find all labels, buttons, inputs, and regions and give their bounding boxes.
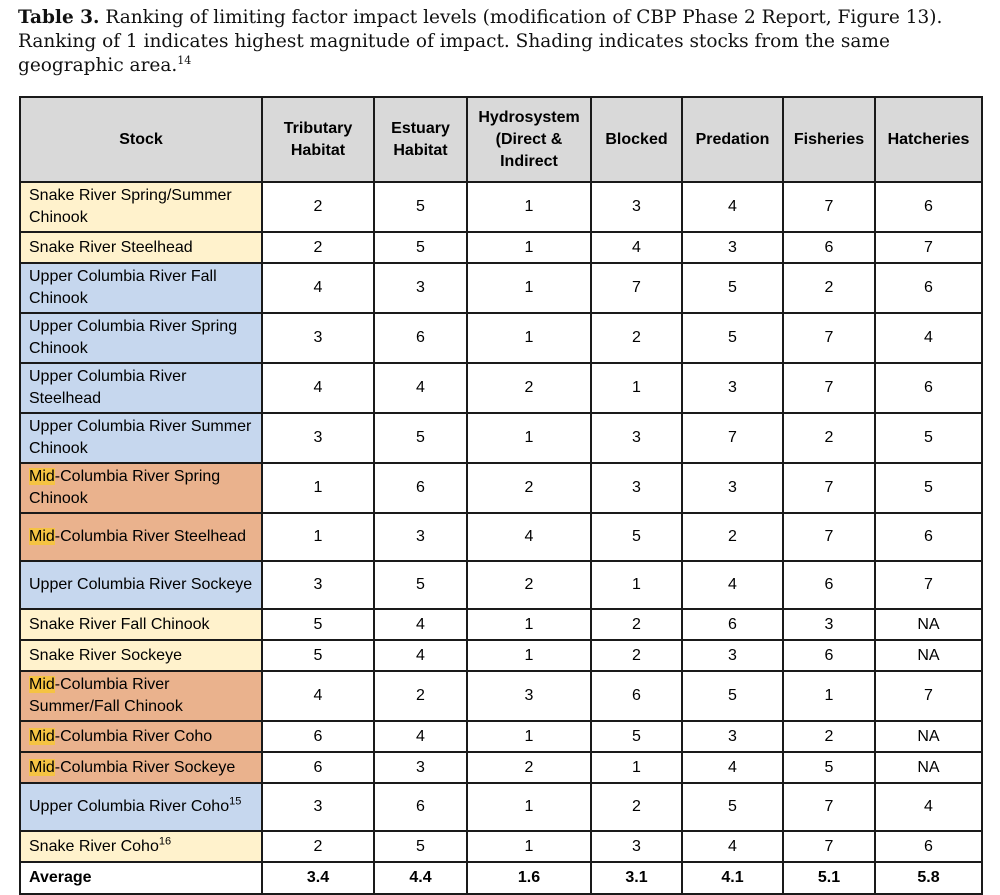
header-blocked: Blocked	[591, 97, 682, 182]
header-hatcheries: Hatcheries	[875, 97, 982, 182]
rank-cell: 3	[682, 463, 783, 513]
rank-cell: 3	[783, 609, 875, 640]
rank-cell: 5	[262, 609, 374, 640]
average-cell: 5.1	[783, 862, 875, 894]
rank-cell: 3	[591, 182, 682, 232]
header-predation: Predation	[682, 97, 783, 182]
rank-cell: 7	[783, 783, 875, 831]
rank-cell: 1	[591, 752, 682, 783]
rank-cell: 5	[374, 413, 467, 463]
stock-name: -Columbia River Spring Chinook	[29, 468, 221, 507]
stock-cell	[20, 671, 262, 721]
rank-cell: 5	[682, 263, 783, 313]
table-row	[20, 363, 982, 413]
rank-cell: 3	[591, 831, 682, 862]
rank-cell: 7	[783, 513, 875, 561]
rank-cell: 4	[262, 363, 374, 413]
table-row	[20, 561, 982, 609]
header-fisheries: Fisheries	[783, 97, 875, 182]
rank-cell: 1	[467, 721, 591, 752]
rank-cell: 6	[783, 640, 875, 671]
rank-cell: 4	[682, 752, 783, 783]
rank-cell: 4	[374, 640, 467, 671]
stock-name: Upper Columbia River Summer Chinook	[29, 418, 252, 457]
rank-cell: 2	[467, 561, 591, 609]
rank-cell: 1	[467, 831, 591, 862]
average-cell: 1.6	[467, 862, 591, 894]
rank-cell: 4	[875, 313, 982, 363]
rank-cell: NA	[875, 721, 982, 752]
rank-cell: 4	[682, 182, 783, 232]
stock-cell	[20, 561, 262, 609]
stock-prefix: Mid	[29, 676, 55, 693]
rank-cell: 3	[467, 671, 591, 721]
average-cell: 4.4	[374, 862, 467, 894]
stock-cell	[20, 831, 262, 862]
stock-cell	[20, 182, 262, 232]
header-row	[20, 97, 982, 182]
table-row	[20, 513, 982, 561]
rank-cell: 5	[682, 671, 783, 721]
table-row	[20, 640, 982, 671]
rank-cell: 1	[467, 232, 591, 263]
stock-cell	[20, 232, 262, 263]
stock-cell	[20, 609, 262, 640]
rank-cell: 6	[875, 263, 982, 313]
rank-cell: 2	[682, 513, 783, 561]
rank-cell: 2	[262, 831, 374, 862]
rank-cell: 1	[467, 182, 591, 232]
stock-prefix: Mid	[29, 758, 55, 776]
table-row	[20, 413, 982, 463]
stock-name: Snake River Spring/Summer Chinook	[29, 187, 232, 226]
rank-cell: 2	[467, 463, 591, 513]
stock-name: Snake River Steelhead	[29, 238, 193, 256]
table-row	[20, 721, 982, 752]
rank-cell: 3	[682, 721, 783, 752]
rank-cell: 7	[783, 831, 875, 862]
rank-cell: 7	[591, 263, 682, 313]
stock-name: -Columbia River Coho	[54, 727, 213, 745]
table-row	[20, 182, 982, 232]
rank-cell: 7	[783, 363, 875, 413]
stock-cell	[20, 263, 262, 313]
rank-cell: 5	[875, 463, 982, 513]
rank-cell: NA	[875, 640, 982, 671]
stock-name: Upper Columbia River Spring Chinook	[29, 318, 238, 357]
ranking-table	[19, 96, 983, 895]
rank-cell: 2	[591, 783, 682, 831]
table-row	[20, 463, 982, 513]
stock-cell	[20, 783, 262, 831]
rank-cell: 7	[875, 561, 982, 609]
average-cell: 5.8	[875, 862, 982, 894]
average-cell: 3.1	[591, 862, 682, 894]
rank-cell: 2	[467, 363, 591, 413]
rank-cell: 3	[591, 413, 682, 463]
average-cell: 3.4	[262, 862, 374, 894]
stock-name: -Columbia River Summer/Fall Chinook	[29, 676, 183, 715]
header-stock: Stock	[20, 97, 262, 182]
stock-footnote: 15	[229, 795, 242, 808]
header-estuary-habitat: Estuary Habitat	[374, 97, 467, 182]
stock-prefix: Mid	[29, 528, 55, 545]
rank-cell: 2	[591, 609, 682, 640]
rank-cell: 1	[467, 783, 591, 831]
rank-cell: 7	[875, 232, 982, 263]
rank-cell: 6	[783, 232, 875, 263]
stock-name: Upper Columbia River Sockeye	[29, 576, 253, 593]
rank-cell: 2	[783, 721, 875, 752]
rank-cell: 1	[467, 640, 591, 671]
rank-cell: 4	[682, 561, 783, 609]
stock-cell	[20, 721, 262, 752]
table-caption	[18, 6, 978, 78]
rank-cell: 1	[467, 413, 591, 463]
stock-name: Snake River Fall Chinook	[29, 615, 210, 633]
rank-cell: 5	[591, 513, 682, 561]
stock-cell	[20, 640, 262, 671]
rank-cell: 2	[591, 313, 682, 363]
rank-cell: 6	[374, 783, 467, 831]
rank-cell: 3	[591, 463, 682, 513]
table-row	[20, 263, 982, 313]
rank-cell: 7	[783, 182, 875, 232]
rank-cell: 3	[262, 783, 374, 831]
table-row	[20, 313, 982, 363]
rank-cell: 6	[374, 463, 467, 513]
rank-cell: 1	[467, 609, 591, 640]
stock-name: Upper Columbia River Coho	[29, 798, 230, 815]
caption-footnote: 14	[177, 53, 192, 67]
rank-cell: 1	[591, 561, 682, 609]
rank-cell: 6	[262, 752, 374, 783]
rank-cell: 6	[875, 182, 982, 232]
rank-cell: 3	[374, 752, 467, 783]
rank-cell: 4	[875, 783, 982, 831]
rank-cell: 2	[262, 232, 374, 263]
rank-cell: 5	[783, 752, 875, 783]
rank-cell: 2	[467, 752, 591, 783]
rank-cell: 2	[783, 413, 875, 463]
stock-cell	[20, 513, 262, 561]
stock-prefix: Mid	[29, 468, 55, 485]
stock-name: -Columbia River Sockeye	[54, 758, 236, 776]
rank-cell: 3	[262, 313, 374, 363]
rank-cell: NA	[875, 609, 982, 640]
rank-cell: 7	[875, 671, 982, 721]
average-row	[20, 862, 982, 894]
rank-cell: 1	[262, 463, 374, 513]
stock-name: -Columbia River Steelhead	[54, 528, 246, 545]
rank-cell: 7	[783, 463, 875, 513]
table-row	[20, 831, 982, 862]
rank-cell: 2	[262, 182, 374, 232]
stock-cell	[20, 752, 262, 783]
stock-footnote: 16	[158, 835, 172, 848]
caption-text: Ranking of limiting factor impact levels (modification of CBP Phase 2 Report, Figure 13). Ranking of 1 indicates highest magnitude of impact. Shading indicates stocks from the same geographic area.	[18, 7, 943, 76]
rank-cell: 4	[682, 831, 783, 862]
rank-cell: 5	[374, 561, 467, 609]
stock-name: Snake River Coho	[29, 837, 159, 855]
stock-name: Upper Columbia River Steelhead	[29, 368, 187, 407]
rank-cell: 6	[262, 721, 374, 752]
stock-cell	[20, 413, 262, 463]
table-row	[20, 609, 982, 640]
rank-cell: 2	[591, 640, 682, 671]
rank-cell: 5	[262, 640, 374, 671]
table-row	[20, 232, 982, 263]
rank-cell: 5	[374, 232, 467, 263]
average-cell: 4.1	[682, 862, 783, 894]
rank-cell: 5	[682, 783, 783, 831]
rank-cell: 1	[262, 513, 374, 561]
average-label: Average	[20, 862, 262, 894]
rank-cell: 5	[374, 831, 467, 862]
rank-cell: 4	[262, 263, 374, 313]
rank-cell: 6	[875, 513, 982, 561]
rank-cell: 5	[374, 182, 467, 232]
rank-cell: 6	[875, 831, 982, 862]
rank-cell: 5	[591, 721, 682, 752]
stock-prefix: Mid	[29, 727, 55, 745]
rank-cell: 1	[783, 671, 875, 721]
rank-cell: 6	[875, 363, 982, 413]
rank-cell: 3	[374, 513, 467, 561]
rank-cell: 3	[682, 640, 783, 671]
rank-cell: NA	[875, 752, 982, 783]
rank-cell: 6	[591, 671, 682, 721]
rank-cell: 4	[262, 671, 374, 721]
rank-cell: 6	[374, 313, 467, 363]
rank-cell: 1	[467, 263, 591, 313]
rank-cell: 5	[682, 313, 783, 363]
rank-cell: 7	[682, 413, 783, 463]
rank-cell: 4	[467, 513, 591, 561]
caption-label: Table 3.	[18, 7, 100, 28]
header-tributary-habitat: Tributary Habitat	[262, 97, 374, 182]
table-row	[20, 783, 982, 831]
rank-cell: 2	[783, 263, 875, 313]
header-hydrosystem: Hydrosystem (Direct & Indirect	[467, 97, 591, 182]
rank-cell: 3	[682, 363, 783, 413]
rank-cell: 6	[682, 609, 783, 640]
stock-cell	[20, 463, 262, 513]
rank-cell: 1	[591, 363, 682, 413]
rank-cell: 6	[783, 561, 875, 609]
stock-cell	[20, 363, 262, 413]
rank-cell: 4	[374, 609, 467, 640]
stock-name: Upper Columbia River Fall Chinook	[29, 268, 217, 307]
rank-cell: 3	[262, 413, 374, 463]
stock-name: Snake River Sockeye	[29, 646, 182, 664]
rank-cell: 3	[374, 263, 467, 313]
rank-cell: 4	[374, 363, 467, 413]
rank-cell: 2	[374, 671, 467, 721]
rank-cell: 3	[682, 232, 783, 263]
rank-cell: 4	[591, 232, 682, 263]
stock-cell	[20, 313, 262, 363]
rank-cell: 1	[467, 313, 591, 363]
rank-cell: 7	[783, 313, 875, 363]
rank-cell: 3	[262, 561, 374, 609]
table-row	[20, 752, 982, 783]
rank-cell: 4	[374, 721, 467, 752]
table-row	[20, 671, 982, 721]
rank-cell: 5	[875, 413, 982, 463]
